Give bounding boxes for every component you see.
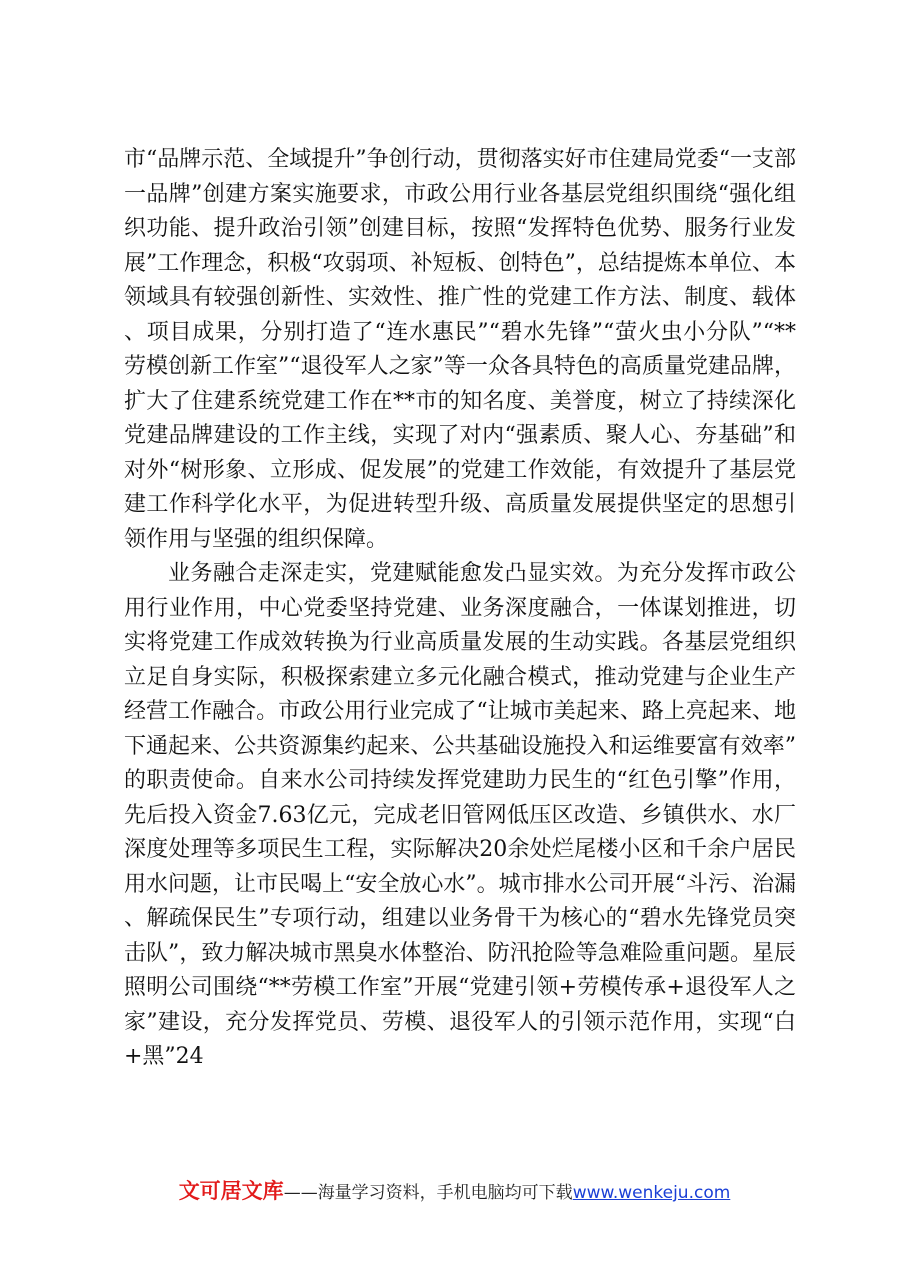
paragraph-brand-building: 市“品牌示范、全域提升”争创行动，贯彻落实好市住建局党委“一支部一品牌”创建方案实施要求，市政公用行业各基层党组织围绕“强化组织功能、提升政治引领”创建目标，按照“发挥特色优势、服务行业发展”工作理念，积极“攻弱项、补短板、创特色”，总结提炼本单位、本领域具有较强创新性、实效性、推广性的党建工作方法、制度、载体、项目成果，分别打造了“连水惠民”“碧水先锋”“萤火虫小分队”“**劳模创新工作室”“退役军人之家”等一众各具特色的高质量党建品牌，扩大了住建系统党建工作在**市的知名度、美誉度，树立了持续深化党建品牌建设的工作主线，实现了对内“强素质、聚人心、夯基础”和对外“树形象、立形成、促发展”的党建工作效能，有效提升了基层党建工作科学化水平，为促进转型升级、高质量发展提供坚定的思想引领作用与坚强的组织保障。 <box>124 147 796 552</box>
footer-brand: 文可居文库 <box>178 1179 284 1203</box>
footer-website-link[interactable]: www.wenkeju.com <box>572 1183 731 1203</box>
footer-tagline: ——海量学习资料，手机电脑均可下载 <box>283 1183 573 1203</box>
document-body <box>124 143 796 1075</box>
paragraph-business-integration: 业务融合走深走实，党建赋能愈发凸显实效。为充分发挥市政公用行业作用，中心党委坚持党建、业务深度融合，一体谋划推进，切实将党建工作成效转换为行业高质量发展的生动实践。各基层党组织立足自身实际，积极探索建立多元化融合模式，推动党建与企业生产经营工作融合。市政公用行业完成了“让城市美起来、路上亮起来、地下通起来、公共资源集约起来、公共基础设施投入和运维要富有效率”的职责使命。自来水公司持续发挥党建助力民生的“红色引擎”作用，先后投入资金7.63亿元，完成老旧管网低压区改造、乡镇供水、水厂深度处理等多项民生工程，实际解决20余处烂尾楼小区和千余户居民用水问题，让市民喝上“安全放心水”。城市排水公司开展“斗污、治漏、解疏保民生”专项行动，组建以业务骨干为核心的“碧水先锋党员突击队”，致力解决城市黑臭水体整治、防汛抢险等急难险重问题。星辰照明公司围绕“**劳模工作室”开展“党建引领+劳模传承+退役军人之家”建设，充分发挥党员、劳模、退役军人的引领示范作用，实现“白+黑”24 <box>124 561 796 1069</box>
footer-banner <box>0 1175 909 1205</box>
